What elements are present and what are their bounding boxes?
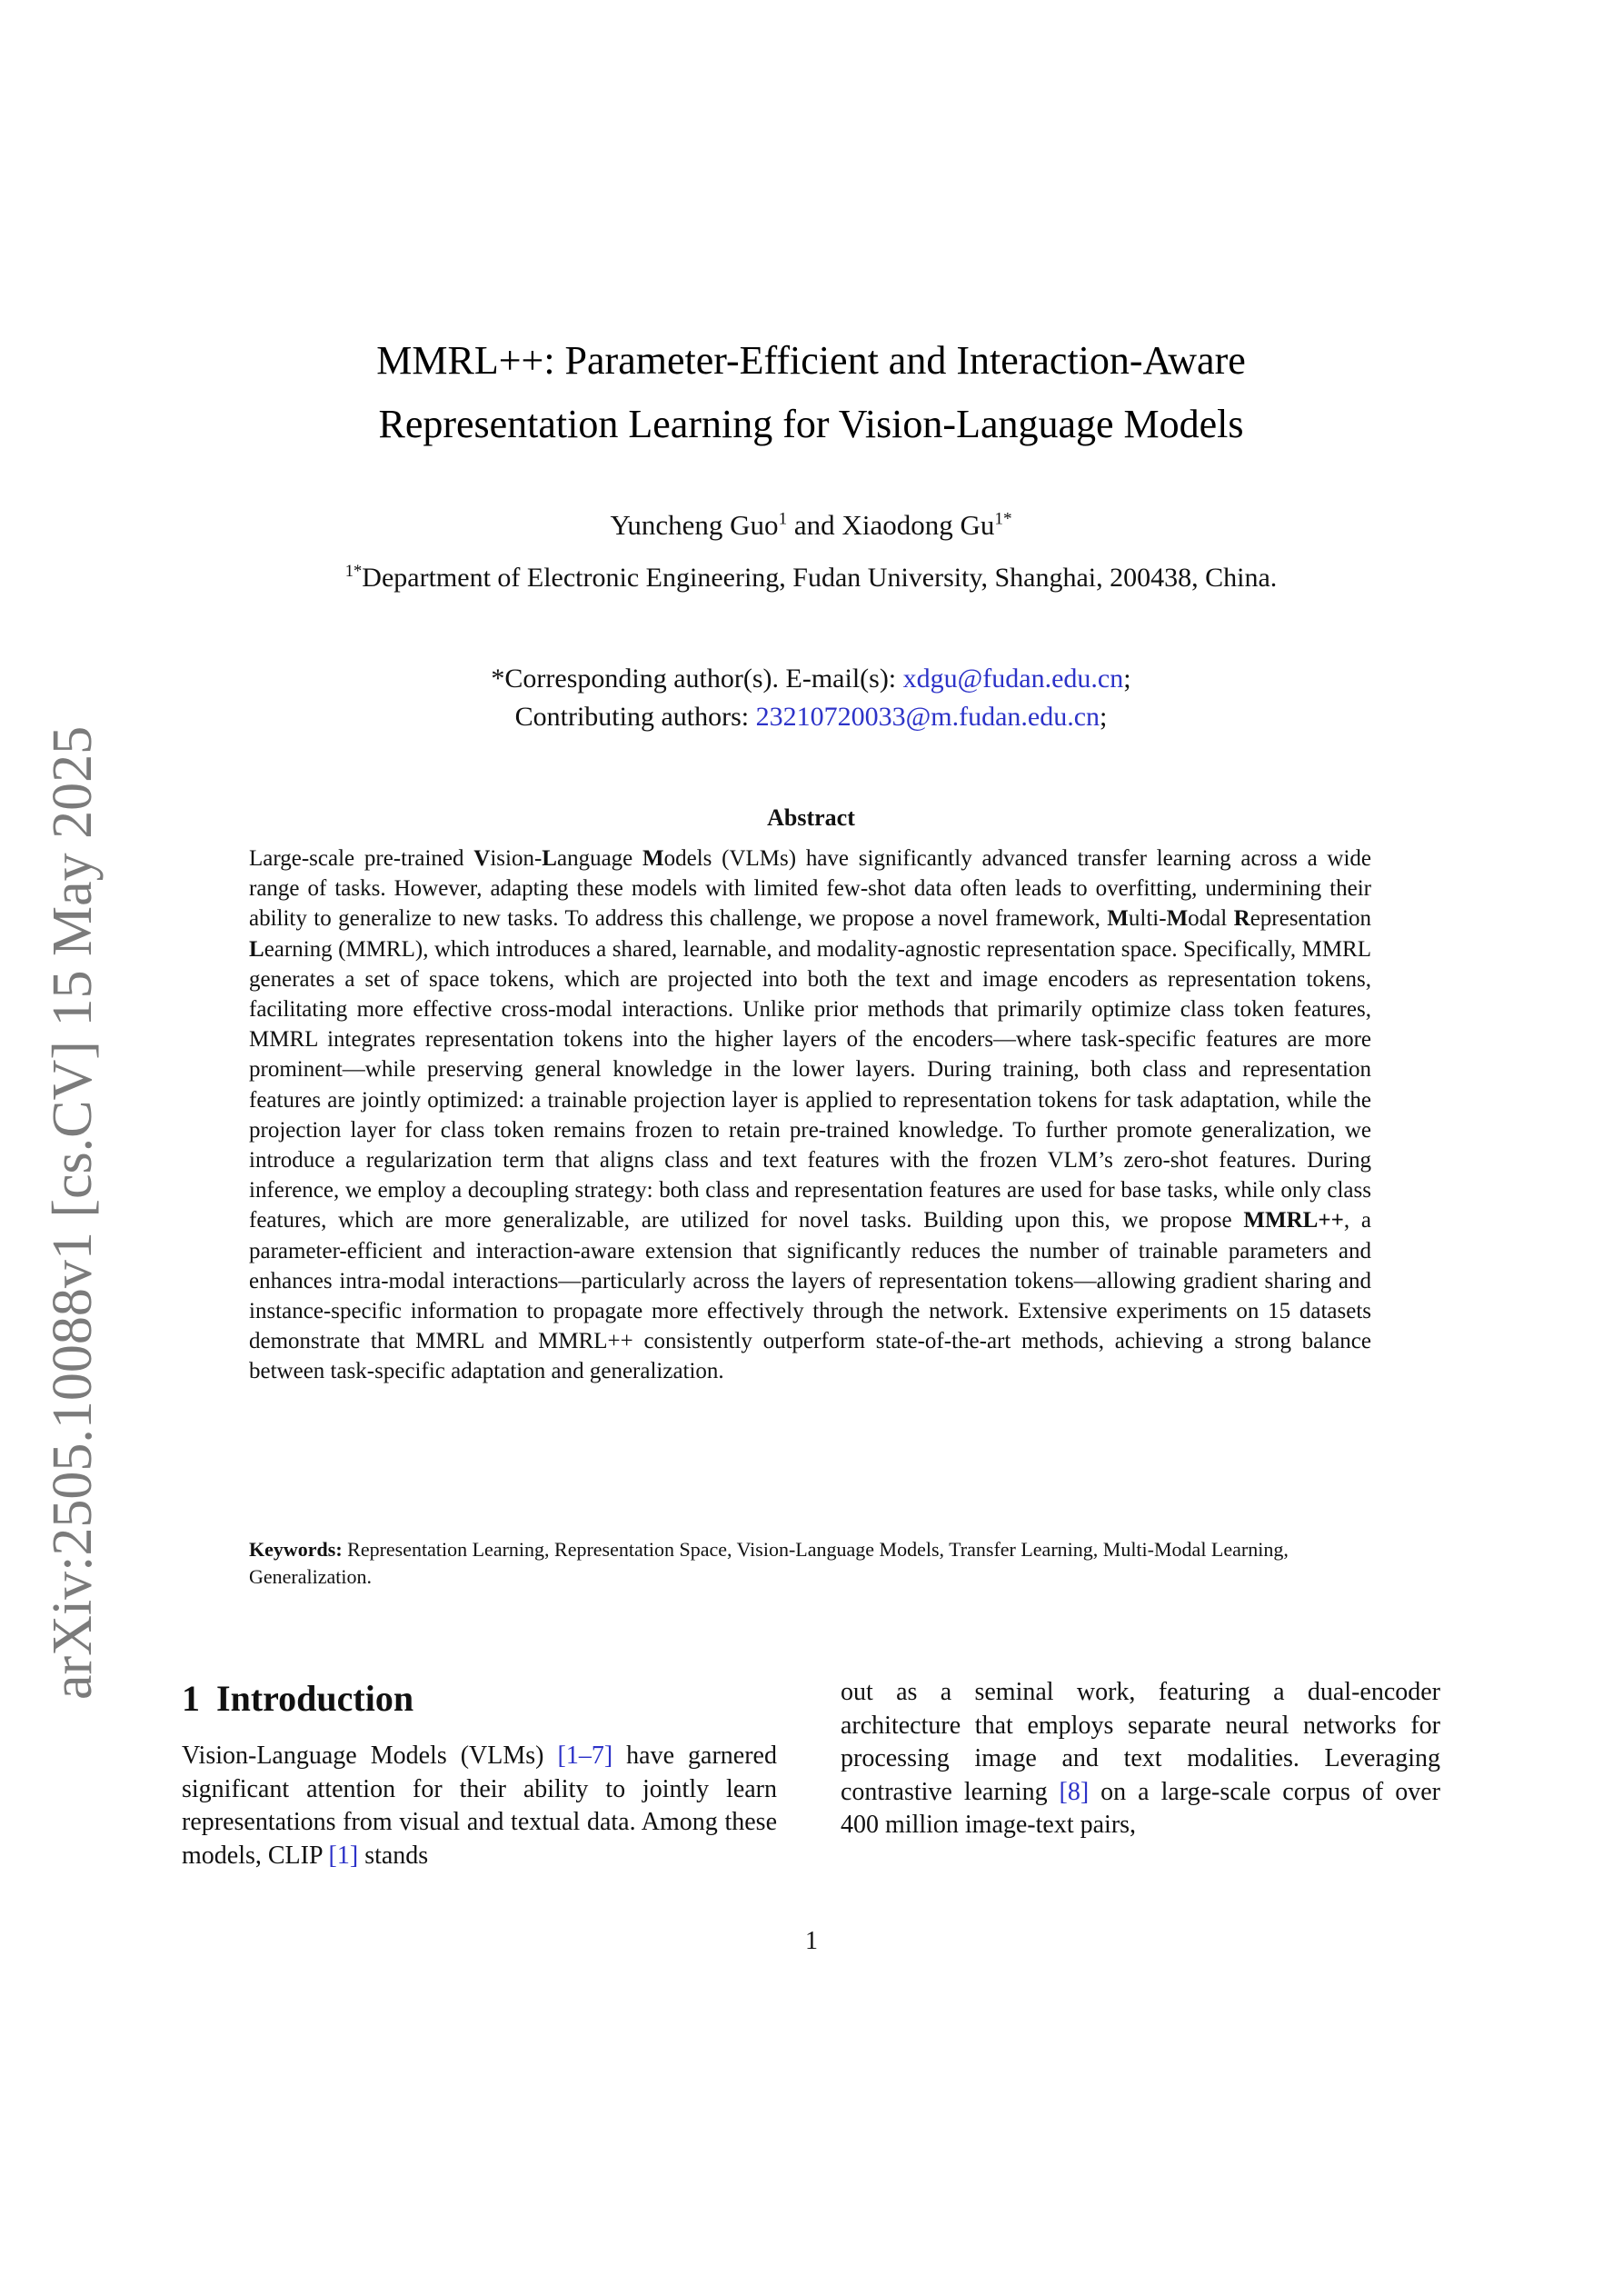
abstract-bold: L bbox=[249, 936, 264, 962]
affiliation bbox=[191, 556, 1431, 600]
section-heading-introduction bbox=[182, 1674, 809, 1723]
body-text: on a large-scale corpus of over 400 million image-text pairs, bbox=[841, 1777, 1440, 1840]
contributing-email-link[interactable]: 23210720033@m.fudan.edu.cn bbox=[755, 702, 1100, 732]
paper-title bbox=[191, 329, 1431, 456]
keywords-text: Representation Learning, Representation Space, Vision-Language Models, Transfer Learning, Multi-Modal Learning, Generalization. bbox=[249, 1538, 1289, 1588]
abstract-text: Large-scale pre-trained bbox=[249, 846, 474, 871]
punctuation: ; bbox=[1100, 702, 1108, 732]
title-line-2: Representation Learning for Vision-Language Models bbox=[378, 402, 1244, 446]
abstract-text: anguage bbox=[556, 846, 643, 871]
body-column-left bbox=[182, 1740, 777, 1872]
abstract-bold: R bbox=[1233, 906, 1250, 932]
author-list bbox=[191, 502, 1431, 549]
section-number: 1 bbox=[182, 1678, 200, 1719]
abstract-bold: MMRL++ bbox=[1243, 1208, 1344, 1233]
abstract-text: , a parameter-efficient and interaction-aware extension that significantly reduces the number of trainable parameters and enhances intra-modal interactions—particularly across the layers of representation tokens—allowing gradient sharing and instance-specific information to propagate more effectively through the network. Extensive experiments on 15 datasets demonstrate that MMRL and MMRL++ consistently outperform state-of-the-art methods, achieving a strong balance between task-specific adaptation and generalization. bbox=[249, 1208, 1371, 1384]
citation-link[interactable]: [1–7] bbox=[557, 1742, 613, 1770]
abstract-text: earning (MMRL), which introduces a shared, learnable, and modality-agnostic representation space. Specifically, MMRL generates a set of space tokens, which are projected into both the text and image encoders as representation tokens, facilitating more effective cross-modal interactions. Unlike prior methods that primarily optimize class token features, MMRL integrates representation tokens into the higher layers of the encoders—where task-specific features are more prominent—while preserving general knowledge in the lower layers. During training, both class and representation features are jointly optimized: a trainable projection layer is applied to representation tokens for task adaptation, while the projection layer for class token remains frozen to retain pre-trained knowledge. To further promote generalization, we introduce a regularization term that aligns class and text features with the frozen VLM’s zero-shot features. During inference, we employ a decoupling strategy: both class and representation features are used for base tasks, while only class features, which are more generalizable, are utilized for novel tasks. Building upon this, we propose bbox=[249, 936, 1371, 1233]
abstract-text: odal bbox=[1188, 906, 1234, 932]
arxiv-identifier: arXiv:2505.10088v1 [cs.CV] 15 May 2025 bbox=[42, 725, 104, 1700]
abstract-body bbox=[249, 844, 1371, 1387]
affiliation-mark: 1* bbox=[344, 562, 363, 581]
abstract-text: ulti- bbox=[1128, 906, 1167, 932]
author-conjunction: and bbox=[787, 509, 842, 541]
page-number: 1 bbox=[805, 1927, 818, 1955]
abstract-text: epresentation bbox=[1250, 906, 1371, 932]
author-affiliation-mark: 1 bbox=[778, 509, 788, 529]
abstract-text: ision- bbox=[490, 846, 543, 871]
contributing-label: Contributing authors: bbox=[514, 702, 756, 732]
corresponding-email-link[interactable]: xdgu@fudan.edu.cn bbox=[902, 664, 1124, 694]
abstract-bold: M bbox=[642, 846, 664, 871]
body-text: stands bbox=[358, 1841, 429, 1870]
abstract-text: odels (VLMs) have significantly advanced transfer learning across a wide range of tasks. However, adapting these models with limited few-shot data often leads to overfitting, undermining their ability to generalize to new tasks. To address this challenge, we propose a novel framework, bbox=[249, 846, 1372, 932]
corresponding-author-line bbox=[191, 660, 1431, 698]
abstract-bold: M bbox=[1166, 906, 1189, 932]
author-name: Yuncheng Guo bbox=[610, 509, 779, 541]
body-column-right bbox=[841, 1676, 1440, 1842]
body-text: out as a seminal work, featuring a dual-encoder architecture that employs separate neural networks for processing image and text modalities. Leveraging contrastive learning bbox=[841, 1678, 1440, 1806]
body-text: Vision-Language Models (VLMs) bbox=[182, 1742, 558, 1770]
citation-link[interactable]: [1] bbox=[328, 1841, 359, 1870]
body-text: have garnered significant attention for their ability to jointly learn representations from visual and textual data. Among these models, CLIP bbox=[182, 1742, 777, 1870]
punctuation: ; bbox=[1123, 664, 1131, 694]
contributing-authors-line bbox=[191, 698, 1431, 736]
author-name: Xiaodong Gu bbox=[841, 509, 995, 541]
title-line-1: MMRL++: Parameter-Efficient and Interaction-Aware bbox=[376, 338, 1246, 383]
contact-info bbox=[191, 660, 1431, 736]
affiliation-text: Department of Electronic Engineering, Fudan University, Shanghai, 200438, China. bbox=[362, 563, 1278, 593]
keywords-label: Keywords: bbox=[249, 1538, 343, 1561]
citation-link[interactable]: [8] bbox=[1059, 1777, 1090, 1806]
keywords bbox=[249, 1536, 1371, 1591]
abstract-bold: V bbox=[473, 846, 491, 871]
abstract-bold: M bbox=[1107, 906, 1129, 932]
section-title: Introduction bbox=[216, 1678, 414, 1719]
abstract-bold: L bbox=[542, 846, 557, 871]
corresponding-label: *Corresponding author(s). E-mail(s): bbox=[491, 664, 903, 694]
abstract-heading: Abstract bbox=[767, 804, 855, 831]
arxiv-sidebar-stamp bbox=[18, 673, 127, 1700]
author-affiliation-mark: 1* bbox=[994, 509, 1012, 529]
